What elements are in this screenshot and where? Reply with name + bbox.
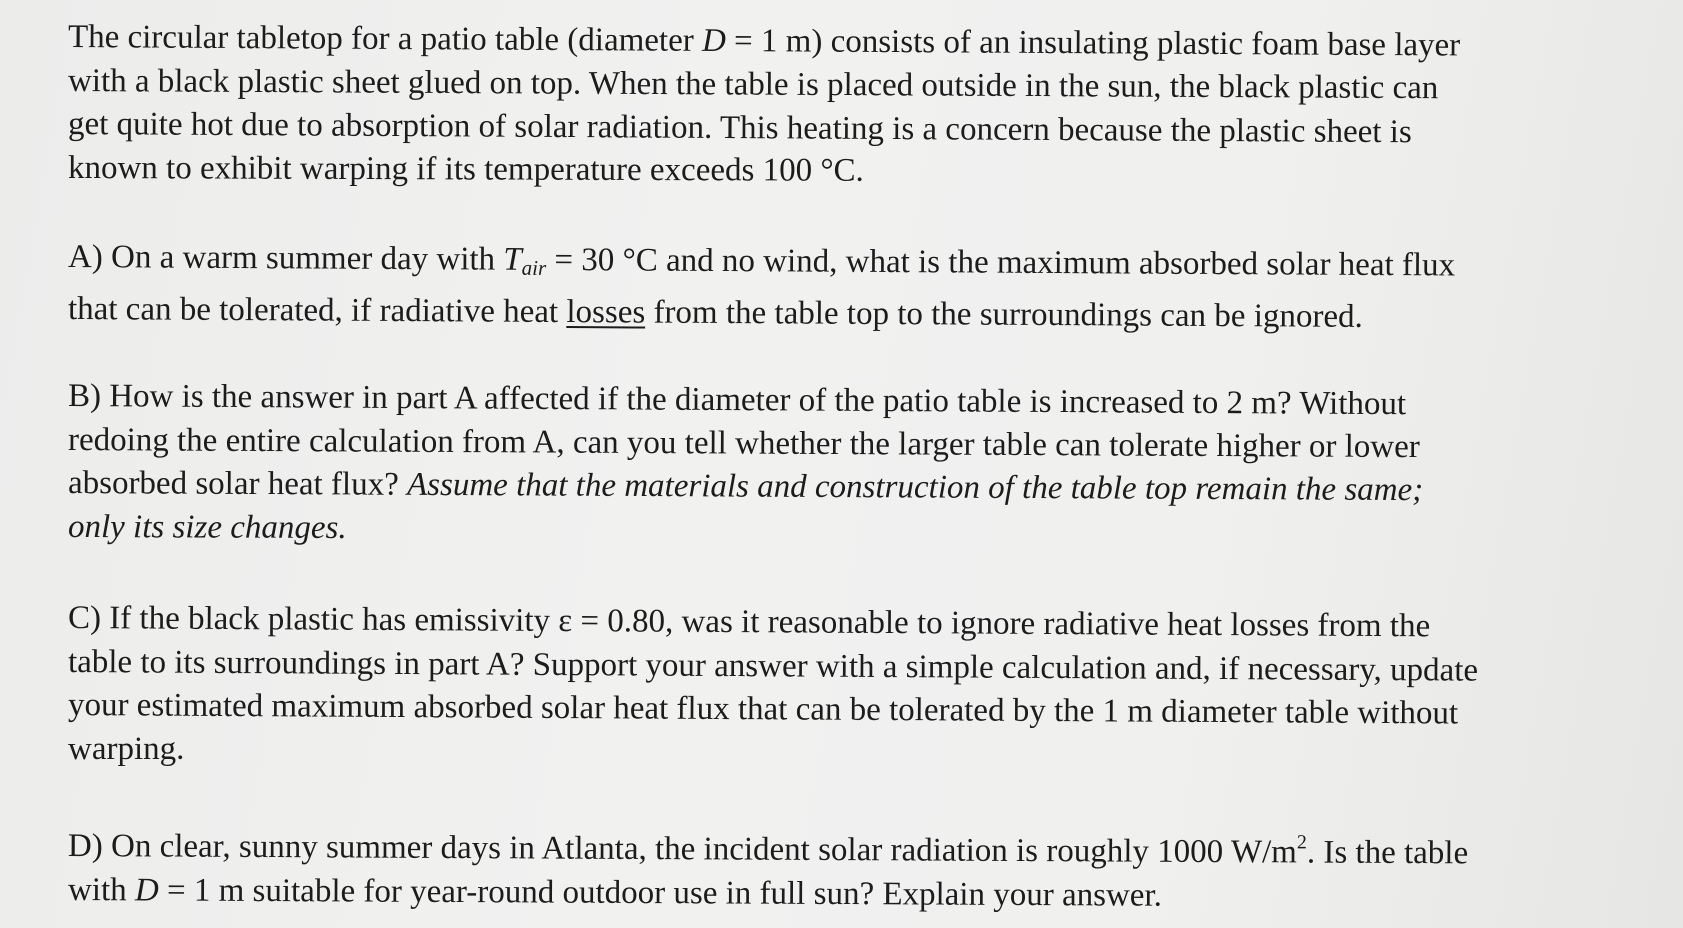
diameter-variable: D <box>134 871 159 908</box>
intro-text: The circular tabletop for a patio table (diameter <box>67 19 703 59</box>
question-part-b <box>68 375 1608 549</box>
part-b-line-2: redoing the entire calculation from A, can you tell whether the larger table can tolerate higher or lower <box>67 421 1420 465</box>
question-part-c <box>68 597 1608 771</box>
intro-line-4: known to exhibit warping if its temperature exceeds 100 °C. <box>67 149 864 189</box>
part-a-text: that can be tolerated, if radiative heat <box>67 290 567 330</box>
part-b-text: absorbed solar heat flux? <box>67 465 408 503</box>
intro-line-2: with a black plastic sheet glued on top. When the table is placed outside in the sun, the black plastic can <box>67 62 1439 106</box>
part-c-line-1: C) If the black plastic has emissivity ε = 0.80, was it reasonable to ignore radiative heat losses from the <box>67 600 1431 645</box>
part-d-line-2 <box>68 869 1608 921</box>
part-a-text: from the table top to the surroundings can be ignored. <box>645 294 1363 335</box>
temperature-subscript: air <box>521 255 547 280</box>
part-d-text: . Is the table <box>1306 834 1469 872</box>
part-b-line-1: B) How is the answer in part A affected if the diameter of the patio table is increased to 2 m? Without <box>67 378 1407 423</box>
part-c-line-4: warping. <box>68 730 185 767</box>
part-a-line-1 <box>68 236 1608 297</box>
units-superscript: 2 <box>1296 831 1307 854</box>
problem-intro-paragraph <box>68 16 1608 190</box>
part-c-line-2: table to its surroundings in part A? Support your answer with a simple calculation and, if necessary, update <box>67 643 1479 689</box>
part-d-text: = 1 m suitable for year-round outdoor use in full sun? Explain your answer. <box>158 871 1163 914</box>
temperature-variable: T <box>503 241 522 278</box>
part-d-line-1 <box>68 815 1608 877</box>
underlined-word-losses: losses <box>566 293 646 331</box>
part-c-line-3: your estimated maximum absorbed solar heat flux that can be tolerated by the 1 m diameter table without <box>67 687 1459 732</box>
diameter-variable: D <box>701 22 726 60</box>
part-b-line-4: only its size changes. <box>67 508 347 546</box>
part-b-italic-assumption: Assume that the materials and construction of the table top remain the same; <box>406 466 1424 509</box>
part-d-text: D) On clear, sunny summer days in Atlanta, the incident solar radiation is roughly 1000 W/m <box>67 828 1297 871</box>
part-a-text: A) On a warm summer day with <box>67 239 504 278</box>
part-a-line-2 <box>68 288 1608 341</box>
intro-line-3: get quite hot due to absorption of solar radiation. This heating is a concern because the plastic sheet is <box>67 106 1412 151</box>
part-a-text: = 30 °C and no wind, what is the maximum absorbed solar heat flux <box>546 241 1456 284</box>
part-d-text: with <box>67 871 136 908</box>
intro-text: = 1 m) consists of an insulating plastic foam base layer <box>725 23 1461 64</box>
question-part-d <box>68 815 1608 912</box>
question-part-a <box>67 236 1608 335</box>
